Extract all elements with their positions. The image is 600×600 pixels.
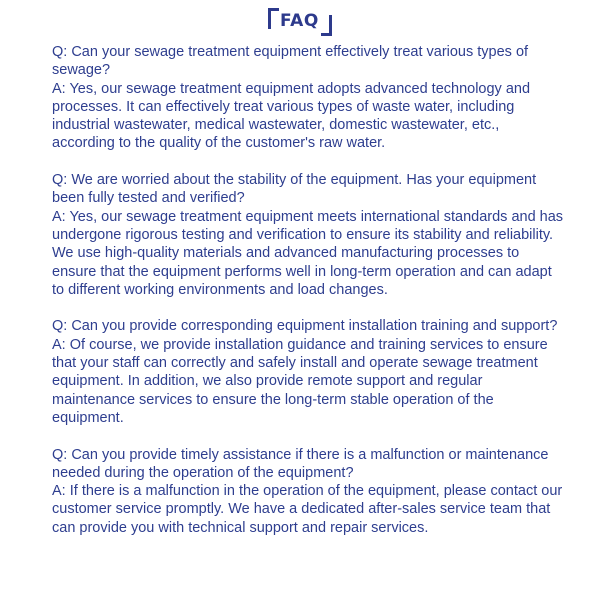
faq-question: Q: Can your sewage treatment equipment effectively treat various types of sewage? [52,44,529,79]
faq-item [52,43,564,153]
faq-item [52,171,564,299]
bracket-top-left-icon [268,8,279,29]
page-header [0,0,600,42]
faq-item [52,317,564,427]
faq-logo [268,6,332,38]
faq-answer: A: Yes, our sewage treatment equipment adopts advanced technology and processes. It can effectively treat various types of waste water, including industrial wastewater, medical wastewater, domestic wastewater, etc., according to the quality of the customer's raw water. [52,80,531,152]
faq-question: Q: We are worried about the stability of the equipment. Has your equipment been fully tested and verified? [52,172,537,207]
faq-list [52,43,564,555]
faq-question: Q: Can you provide timely assistance if there is a malfunction or maintenance needed during the operation of the equipment? [52,446,549,481]
faq-answer: A: Of course, we provide installation guidance and training services to ensure that your staff can correctly and safely install and operate sewage treatment equipment. In addition, we also provide remote support and regular maintenance services to ensure the long-term stable operation of the equipment. [52,336,548,426]
faq-answer: A: If there is a malfunction in the operation of the equipment, please contact our customer service promptly. We have a dedicated after-sales service team that can provide you with technical support and repair services. [52,483,563,536]
faq-item [52,446,564,537]
faq-answer: A: Yes, our sewage treatment equipment meets international standards and has undergone rigorous testing and verification to ensure its stability and reliability. We use high-quality materials and advanced manufacturing processes to ensure that the equipment performs well in long-term operation and can adapt to different working environments and load changes. [52,208,564,298]
faq-logo-text: FAQ [280,11,319,31]
bracket-bottom-right-icon [321,15,332,36]
faq-question: Q: Can you provide corresponding equipment installation training and support? [52,318,558,335]
